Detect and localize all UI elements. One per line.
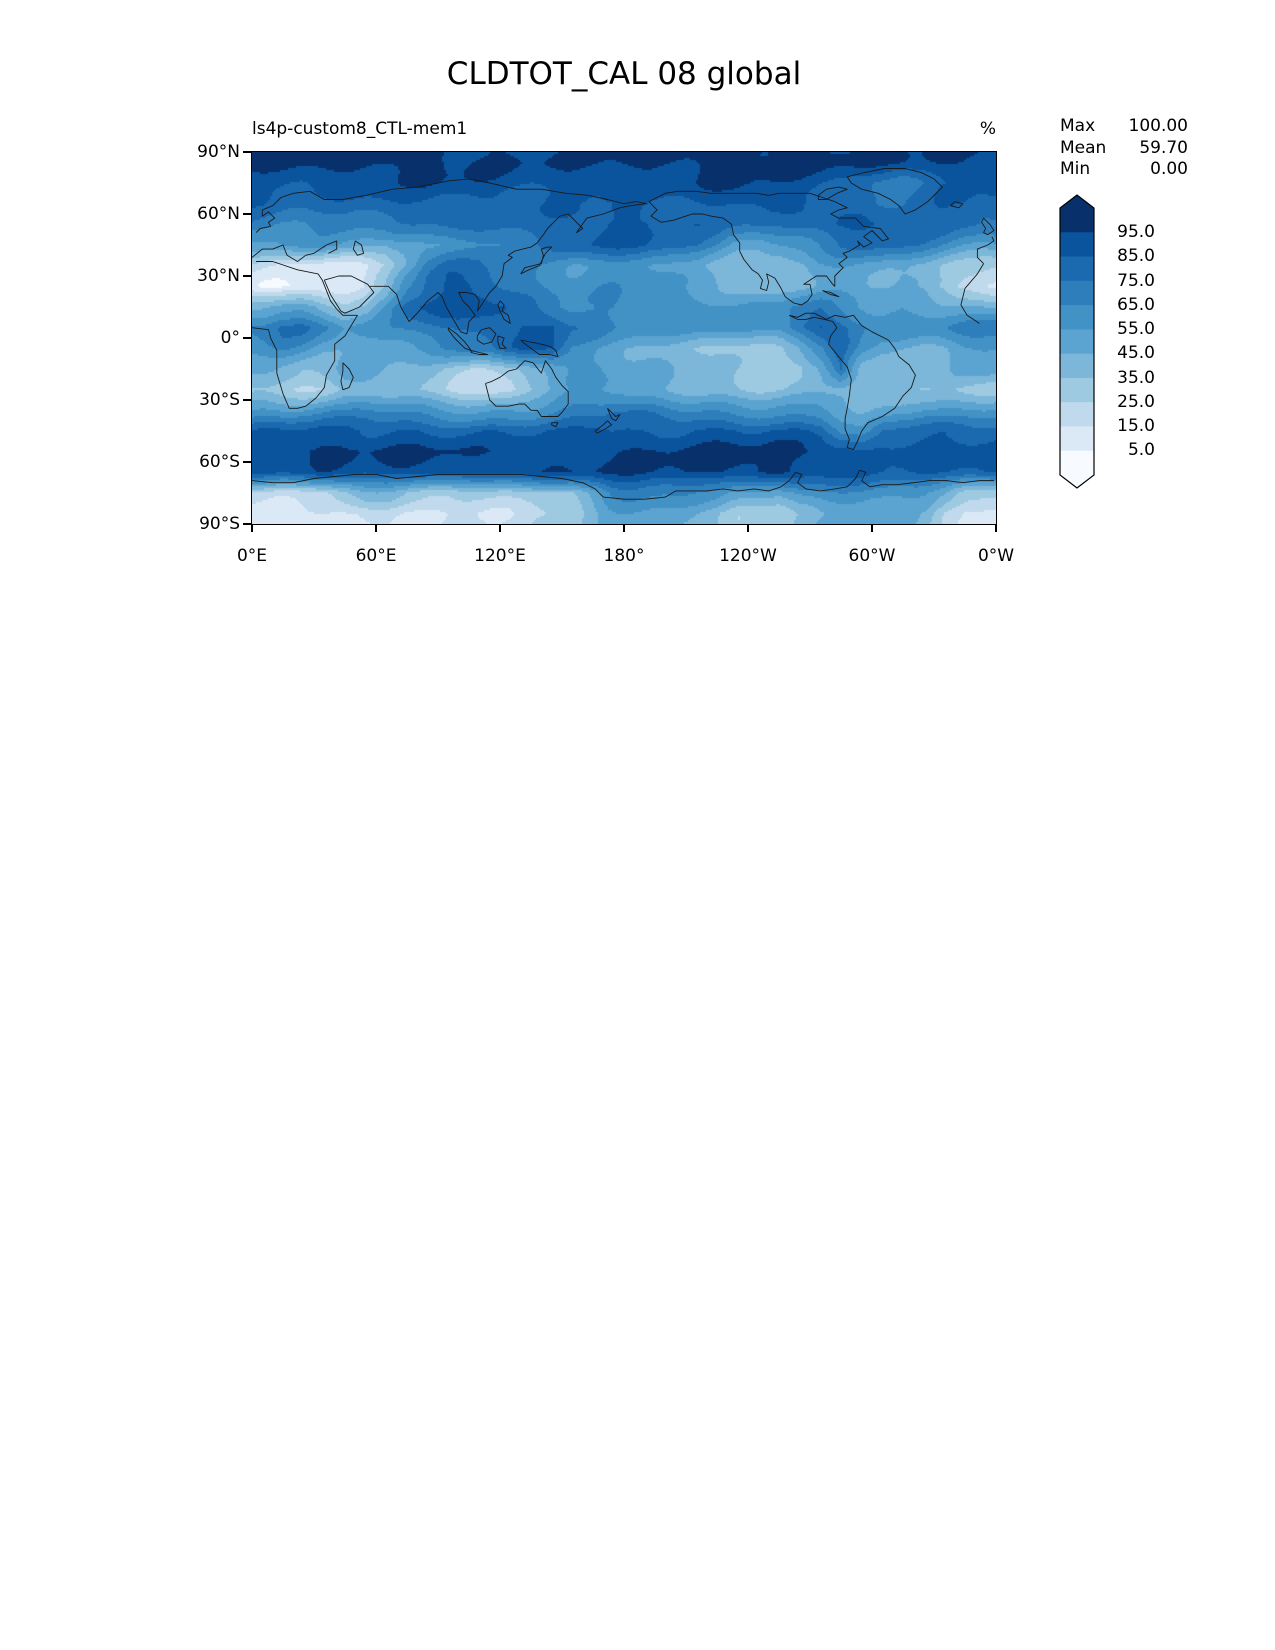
lon-tick-label: 0°E (236, 546, 268, 566)
stat-label: Min (1060, 159, 1091, 179)
lon-tick-mark (995, 525, 997, 532)
colorbar-tick-labels (1095, 220, 1155, 463)
colorbar-tick-label: 55.0 (1117, 319, 1155, 340)
lon-tick-mark (871, 525, 873, 532)
stat-row-mean (1060, 138, 1188, 160)
run-label: ls4p-custom8_CTL-mem1 (252, 119, 468, 139)
map-axes (251, 151, 997, 525)
stat-label: Max (1060, 116, 1096, 136)
lat-tick-label: 60°N (197, 204, 240, 224)
lat-tick-label: 90°S (199, 514, 240, 534)
lat-tick-label: 30°S (199, 390, 240, 410)
cloud-fraction-heatmap (252, 152, 996, 524)
lon-tick-mark (499, 525, 501, 532)
colorbar-tick-label: 85.0 (1117, 246, 1155, 267)
lat-tick-mark (243, 151, 251, 153)
colorbar-tick-label: 35.0 (1117, 367, 1155, 388)
lon-tick-label: 180° (603, 546, 645, 566)
lon-tick-label: 60°W (848, 546, 896, 566)
colorbar-tick-label: 25.0 (1117, 391, 1155, 412)
lon-tick-mark (747, 525, 749, 532)
lon-tick-mark (623, 525, 625, 532)
stat-label: Mean (1060, 137, 1107, 158)
lat-tick-mark (243, 461, 251, 463)
colorbar-tick-label: 45.0 (1117, 343, 1155, 364)
lat-tick-mark (243, 523, 251, 525)
colorbar-tick-label: 15.0 (1117, 416, 1155, 437)
lon-tick-label: 120°E (474, 546, 526, 566)
lon-tick-label: 120°W (719, 546, 777, 566)
lat-tick-mark (243, 213, 251, 215)
colorbar-tick-label: 75.0 (1117, 270, 1155, 291)
stats-block (1060, 116, 1188, 181)
lat-tick-label: 0° (220, 328, 240, 348)
lat-tick-label: 30°N (197, 266, 240, 286)
lon-tick-mark (375, 525, 377, 532)
colorbar-tick-label: 5.0 (1127, 440, 1155, 461)
colorbar-tick-label: 95.0 (1117, 222, 1155, 242)
figure-title: CLDTOT_CAL 08 global (446, 56, 802, 92)
colorbar-tick-label: 65.0 (1117, 294, 1155, 315)
lat-tick-mark (243, 399, 251, 401)
lat-tick-label: 90°N (197, 142, 240, 162)
stat-row-min (1060, 159, 1188, 181)
colorbar (1055, 190, 1099, 492)
stat-value: 100.00 (1128, 116, 1188, 136)
lat-tick-mark (243, 275, 251, 277)
lon-tick-label: 0°W (977, 546, 1015, 566)
stat-value: 59.70 (1139, 137, 1188, 158)
lon-tick-label: 60°E (355, 546, 397, 566)
lat-tick-label: 60°S (199, 452, 240, 472)
lon-tick-mark (251, 525, 253, 532)
stat-value: 0.00 (1150, 159, 1188, 179)
units-label: % (979, 119, 996, 139)
lat-tick-mark (243, 337, 251, 339)
stat-row-max (1060, 116, 1188, 138)
